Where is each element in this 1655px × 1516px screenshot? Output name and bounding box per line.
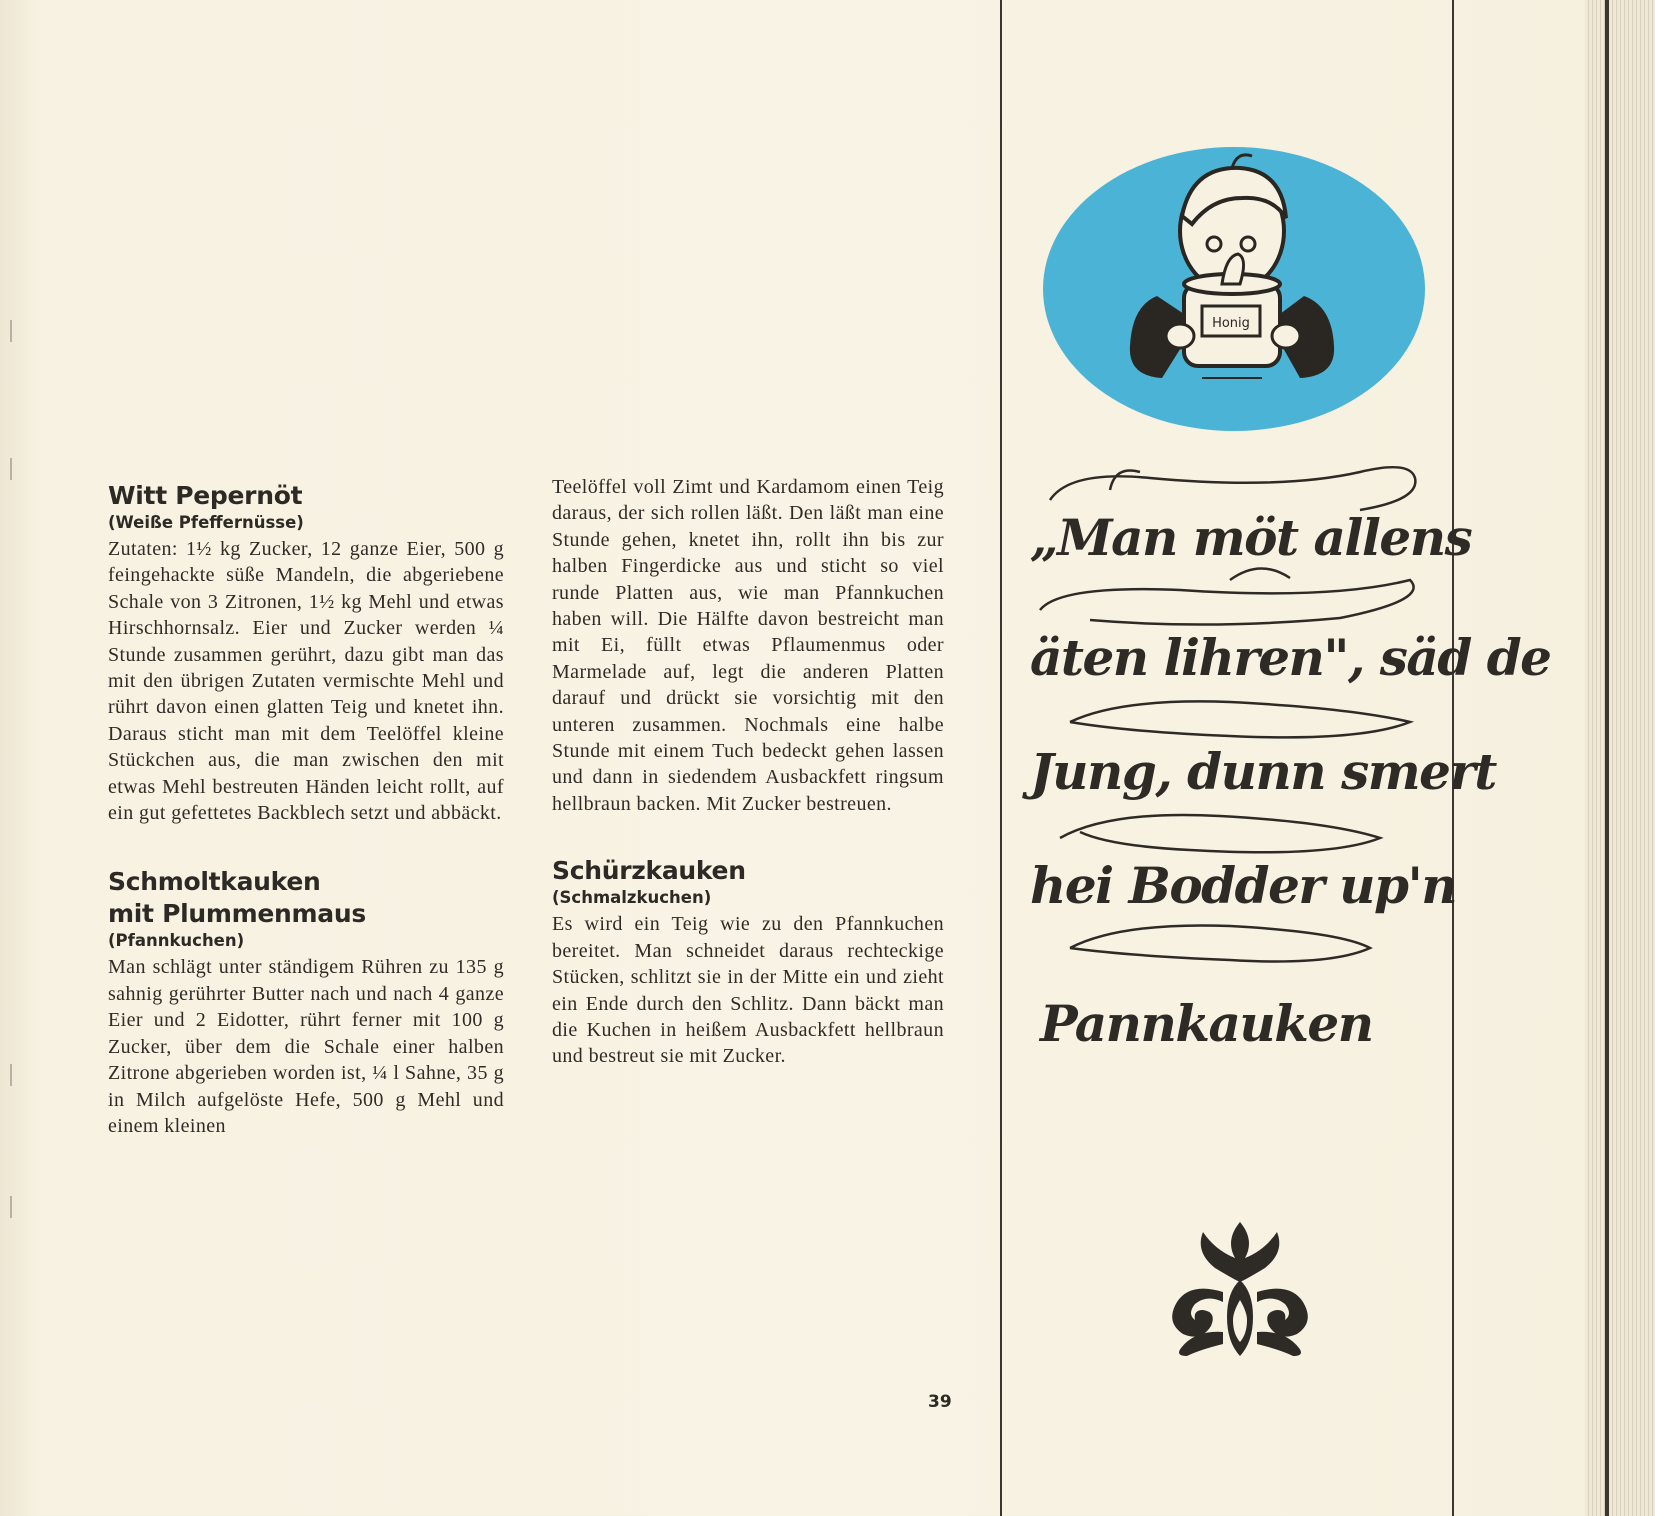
proverb-line-2: äten lihren", säd de	[1030, 628, 1551, 687]
recipe-text: Es wird ein Teig wie zu den Pfannkuchen bereitet. Man schneidet daraus rechteckige Stücken, schlitzt sie in der Mitte ein und zieht ein Ende durch den Schlitz. Dann bäckt man die Kuchen in heißem Ausbackfett hellbraun und bestreut sie mit Zucker.	[552, 913, 944, 1068]
recipe-text: Zutaten: 1½ kg Zucker, 12 ganze Eier, 500 g feingehackte süße Mandeln, die abgeriebene Schale von 3 Zitronen, 1½ kg Mehl und etwas Hirschhornsalz. Eier und Zucker werden ¼ Stunde zusammen gerührt, dazu gibt man das mit den übrigen Zutaten vermischte Mehl und rührt davon einen glatten Teig und knetet ihn. Daraus sticht man mit dem Teelöffel kleine Stückchen aus, die man zwischen den mit etwas Mehl bestreuten Händen leicht rollt, auf ein gut gefettetes Backblech setzt und abbäckt.	[108, 538, 504, 825]
middle-text-column	[552, 474, 944, 1070]
recipe-title: Schmoltkauken	[108, 867, 321, 897]
binding-stitch	[0, 1196, 12, 1218]
recipe-title: Schürzkauken	[552, 856, 746, 886]
jar-label: Honig	[1212, 316, 1250, 331]
recipe-subtitle: (Schmalzkuchen)	[552, 888, 712, 908]
recipe-subtitle: (Pfannkuchen)	[108, 931, 245, 951]
boy-hand	[1272, 324, 1300, 348]
left-text-column	[108, 480, 504, 1139]
recipe-title: Witt Pepernöt	[108, 481, 303, 510]
proverb-line-5: Pannkauken	[1040, 994, 1373, 1053]
recipe-text: Man schlägt unter ständigem Rühren zu 135 g sahnig gerührter Butter nach und nach 4 ganze Eier und 2 Eidotter, rührt ferner mit 100 g Zucker, über dem die Schale einer halben Zitrone abgerieben worden ist, ¼ l Sahne, 35 g in Milch aufgelöste Hefe, 500 g Mehl und einem kleinen	[108, 956, 504, 1137]
page-edge-shadow	[1605, 0, 1609, 1516]
boy-with-honey-jar-illustration	[1042, 146, 1427, 432]
proverb-line-1: „Man möt allens	[1030, 508, 1472, 567]
binding-stitch	[0, 458, 12, 480]
proverb-line-4: hei Bodder up'n	[1030, 856, 1457, 915]
page-number: 39	[928, 1392, 952, 1412]
proverb-line-3: Jung, dunn smert	[1030, 742, 1496, 801]
recipe-subtitle: (Weiße Pfeffernüsse)	[108, 513, 304, 532]
page-edge-stack	[1585, 0, 1655, 1516]
binding-stitch	[0, 1064, 12, 1086]
binding-stitch	[0, 320, 12, 342]
recipe-title: mit Plummenmaus	[108, 899, 366, 929]
decorative-ornament	[1165, 1222, 1315, 1357]
boy-hand	[1166, 324, 1194, 348]
recipe-text-continued: Teelöffel voll Zimt und Kardamom einen Teig daraus, der sich rollen läßt. Den läßt man eine Stunde gehen, knetet ihn, rollt ihn bis zur halben Fingerdicke aus und sticht so viel runde Platten aus, wie man Pfannkuchen haben will. Die Hälfte davon bestreicht man mit Ei, füllt etwas Pflaumenmus oder Marmelade auf, legt die anderen Platten darauf und drückt sie vorsichtig mit den unteren zusammen. Nochmals eine halbe Stunde mit einem Tuch bedeckt gehen lassen und dann in siedendem Ausbackfett ringsum hellbraun backen. Mit Zucker bestreuen.	[552, 476, 944, 815]
low-german-proverb	[1030, 460, 1551, 1080]
column-divider	[1000, 0, 1002, 1516]
